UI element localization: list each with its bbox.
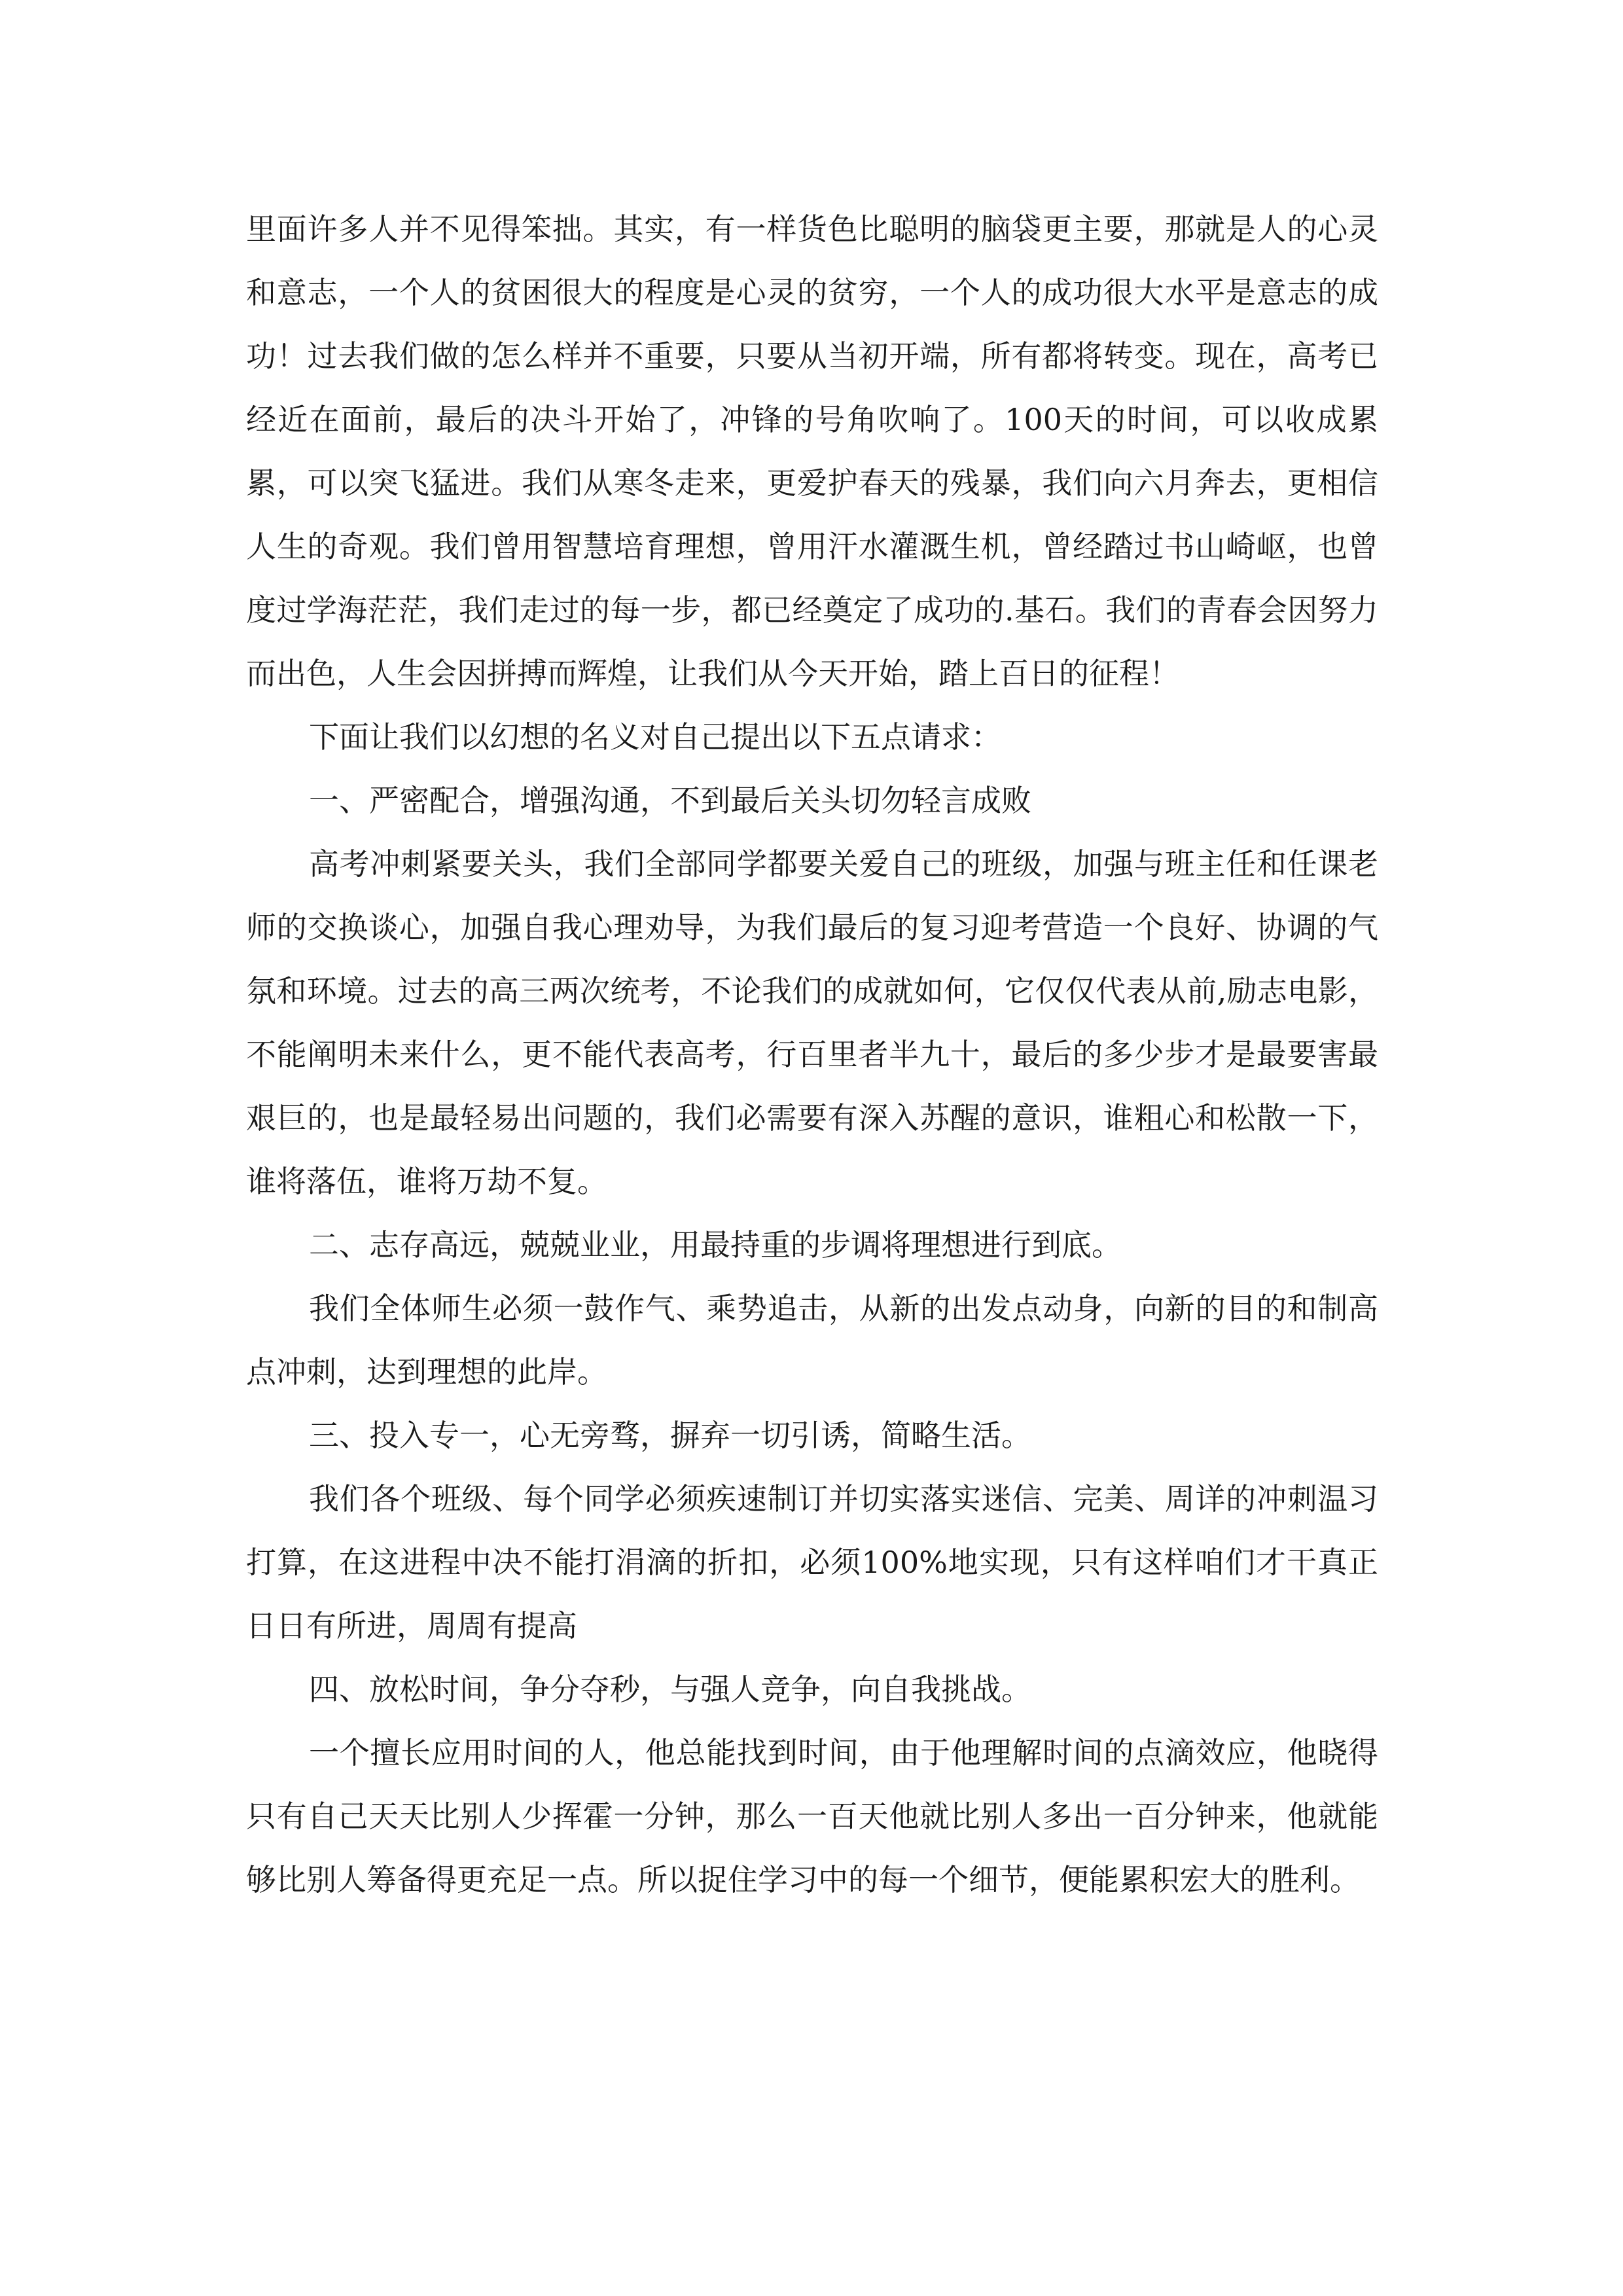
heading-point-4: 四、放松时间，争分夺秒，与强人竞争，向自我挑战。	[309, 1672, 1031, 1707]
paragraph-point-1: 高考冲刺紧要关头，我们全部同学都要关爱自己的班级，加强与班主任和任课老师的交换谈心，加强自我心理劝导，为我们最后的复习迎考营造一个良好、协调的气氛和环境。过去的高三两次统考，不论我们的成就如何，它仅仅代表从前,励志电影，不能阐明未来什么，更不能代表高考，行百里者半九十，最后的多少步才是最要害最艰巨的，也是最轻易出问题的，我们必需要有深入苏醒的意识，谁粗心和松散一下，谁将落伍，谁将万劫不复。	[246, 846, 1378, 1199]
paragraph-point-3: 我们各个班级、每个同学必须疾速制订并切实落实迷信、完美、周详的冲刺温习打算，在这进程中决不能打涓滴的折扣，必须100%地实现，只有这样咱们才干真正日日有所进，周周有提高	[246, 1481, 1378, 1643]
paragraph-point-2: 我们全体师生必须一鼓作气、乘势追击，从新的出发点动身，向新的目的和制高点冲刺，达到理想的此岸。	[246, 1291, 1378, 1390]
paragraph-1: 里面许多人并不见得笨拙。其实，有一样货色比聪明的脑袋更主要，那就是人的心灵和意志，一个人的贫困很大的程度是心灵的贫穷，一个人的成功很大水平是意志的成功！过去我们做的怎么样并不重要，只要从当初开端，所有都将转变。现在，高考已经近在面前，最后的决斗开始了，冲锋的号角吹响了。100天的时间，可以收成累累，可以突飞猛进。我们从寒冬走来，更爱护春天的残暴，我们向六月奔去，更相信人生的奇观。我们曾用智慧培育理想，曾用汗水灌溉生机，曾经踏过书山崎岖，也曾度过学海茫茫，我们走过的每一步，都已经奠定了成功的.基石。我们的青春会因努力而出色，人生会因拼搏而辉煌，让我们从今天开始，踏上百日的征程！	[246, 211, 1378, 691]
heading-point-3: 三、投入专一，心无旁骛，摒弃一切引诱，简略生活。	[309, 1418, 1031, 1453]
paragraph-point-4: 一个擅长应用时间的人，他总能找到时间，由于他理解时间的点滴效应，他晓得只有自己天天比别人少挥霍一分钟，那么一百天他就比别人多出一百分钟来，他就能够比别人筹备得更充足一点。所以捉住学习中的每一个细节，便能累积宏大的胜利。	[246, 1735, 1378, 1897]
document-body	[246, 198, 1378, 1912]
paragraph-2: 下面让我们以幻想的名义对自己提出以下五点请求：	[309, 719, 1001, 755]
heading-point-2: 二、志存高远，兢兢业业，用最持重的步调将理想进行到底。	[309, 1227, 1122, 1263]
heading-point-1: 一、严密配合，增强沟通，不到最后关头切勿轻言成败	[309, 783, 1031, 818]
